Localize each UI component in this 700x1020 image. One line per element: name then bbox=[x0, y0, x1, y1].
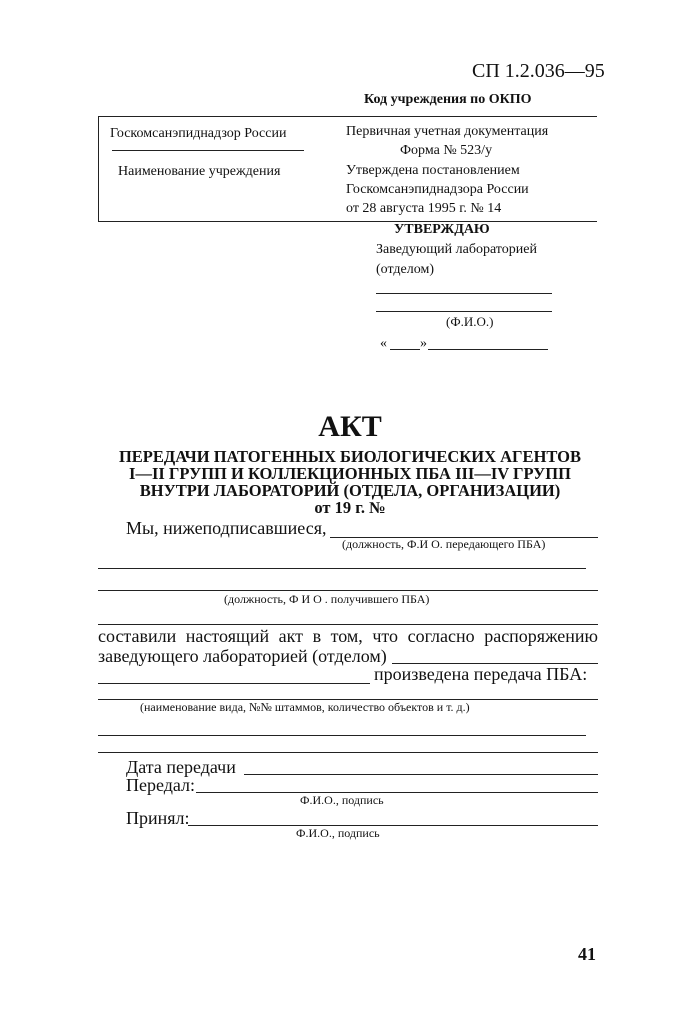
approved-org: Госкомсанэпиднадзора России bbox=[346, 182, 529, 197]
handed-label: Передал: bbox=[126, 775, 196, 795]
act-subtitle-2: I—II ГРУПП И КОЛЛЕКЦИОННЫХ ПБА III—IV ГРУПП bbox=[129, 464, 571, 483]
page-number: 41 bbox=[578, 944, 596, 964]
body-line-2 bbox=[98, 590, 598, 591]
date-month-line bbox=[428, 349, 548, 350]
body-line-1 bbox=[98, 568, 586, 569]
body-line-3 bbox=[98, 624, 598, 625]
act-subtitle-3: ВНУТРИ ЛАБОРАТОРИЙ (ОТДЕЛА, ОРГАНИЗАЦИИ) bbox=[139, 481, 561, 500]
date-day-line bbox=[390, 349, 420, 350]
approved-date: от 28 августа 1995 г. № 14 bbox=[346, 201, 502, 216]
received-caption: Ф.И.О., подпись bbox=[296, 826, 380, 840]
we-undersigned: Мы, нижеподписавшиеся, bbox=[126, 518, 327, 538]
date-quote-close: » bbox=[420, 336, 427, 351]
receiver-caption: (должность, Ф И О . получившего ПБА) bbox=[224, 592, 430, 606]
date-label: Дата передачи bbox=[126, 757, 236, 777]
date-quote-open: « bbox=[380, 336, 387, 351]
act-title: АКТ bbox=[318, 410, 382, 443]
received-label: Принял: bbox=[126, 808, 190, 828]
body-line-6 bbox=[98, 752, 598, 753]
transfer-line bbox=[98, 683, 370, 684]
approval-position-2: (отделом) bbox=[376, 262, 434, 277]
head-text: заведующего лабораторией (отделом) bbox=[98, 646, 387, 666]
approval-line-2 bbox=[376, 311, 552, 312]
okpo-label: Код учреждения по ОКПО bbox=[364, 92, 532, 107]
doc-type: Первичная учетная документация bbox=[346, 124, 549, 139]
act-subtitle-1: ПЕРЕДАЧИ ПАТОГЕННЫХ БИОЛОГИЧЕСКИХ АГЕНТОВ bbox=[118, 447, 582, 466]
approval-line-1 bbox=[376, 293, 552, 294]
sp-code: СП 1.2.036—95 bbox=[472, 60, 605, 82]
approval-title: УТВЕРЖДАЮ bbox=[394, 222, 490, 237]
transfer-done: произведена передача ПБА: bbox=[374, 664, 588, 684]
act-subtitle-4: от 19 г. № bbox=[314, 498, 386, 517]
fio-caption: (Ф.И.О.) bbox=[446, 314, 494, 329]
approval-position-1: Заведующий лабораторией bbox=[376, 242, 537, 257]
items-caption: (наименование вида, №№ штаммов, количество объектов и т. д.) bbox=[140, 700, 470, 714]
body-line-5 bbox=[98, 735, 586, 736]
form-number: Форма № 523/у bbox=[400, 143, 493, 158]
handed-caption: Ф.И.О., подпись bbox=[300, 793, 384, 807]
date-line bbox=[244, 774, 598, 775]
approved-by: Утверждена постановлением bbox=[346, 163, 520, 178]
ministry-name: Госкомсанэпиднадзор России bbox=[110, 126, 287, 141]
institution-label: Наименование учреждения bbox=[118, 164, 281, 179]
received-line bbox=[188, 825, 598, 826]
handed-line bbox=[196, 792, 598, 793]
transmitter-caption: (должность, Ф.И О. передающего ПБА) bbox=[342, 537, 546, 551]
compiled-text: составили настоящий акт в том, что согласно распоряжению bbox=[98, 626, 598, 646]
ministry-underline bbox=[112, 150, 304, 151]
